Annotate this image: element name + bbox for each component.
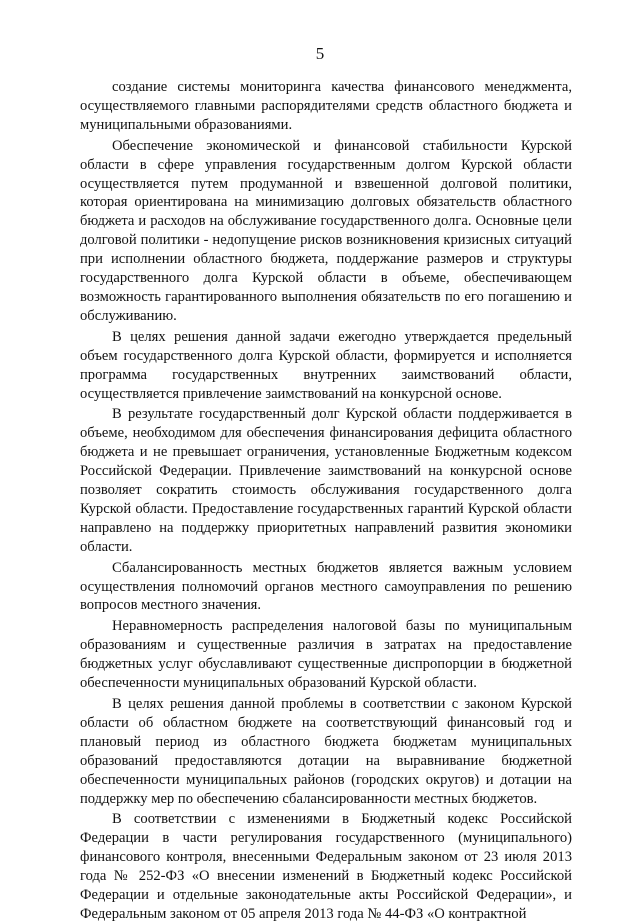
document-body — [80, 78, 572, 924]
paragraph: Обеспечение экономической и финансовой стабильности Курской области в сфере управления государственным долгом Курской области осуществляется путем продуманной и взвешенной долговой политики, которая ориентирована на минимизацию долговых обязательств областного бюджета и расходов на обслуживание государственного долга. Основные цели долговой политики - недопущение рисков возникновения кризисных ситуаций при исполнении областного бюджета, поддержание размеров и структуры государственного долга Курской области в объеме, обеспечивающем возможность гарантированного выполнения обязательств по его погашению и обслуживанию. — [80, 137, 572, 324]
paragraph: В соответствии с изменениями в Бюджетный кодекс Российской Федерации в части регулирования государственного (муниципального) финансового контроля, внесенными Федеральным законом от 23 июля 2013 года № 252-ФЗ «О внесении изменений в Бюджетный кодекс Российской Федерации и отдельные законодательные акты Российской Федерации», и Федеральным законом от 05 апреля 2013 года № 44-ФЗ «О контрактной — [80, 811, 572, 922]
paragraph: В результате государственный долг Курской области поддерживается в объеме, необходимом для обеспечения финансирования дефицита областного бюджета и не превышает ограничения, установленные Бюджетным кодексом Российской Федерации. Привлечение заимствований на конкурсной основе позволяет сократить стоимость обслуживания государственного долга Курской области. Предоставление государственных гарантий Курской области направлено на поддержку приоритетных направлений развития экономики области. — [80, 406, 572, 555]
paragraph: Сбалансированность местных бюджетов является важным условием осуществления полномочий органов местного самоуправления по решению вопросов местного значения. — [80, 559, 572, 614]
page-number: 5 — [315, 44, 325, 63]
paragraph: создание системы мониторинга качества финансового менеджмента, осуществляемого главными распорядителями средств областного бюджета и муниципальными образованиями. — [80, 79, 572, 133]
paragraph: В целях решения данной проблемы в соответствии с законом Курской области об областном бюджете на соответствующий финансовый год и плановый период из областного бюджета бюджетам муниципальных образований предоставляются дотации на выравнивание бюджетной обеспеченности муниципальных районов (городских округов) и дотации на поддержку мер по обеспечению сбалансированности местных бюджетов. — [80, 696, 572, 807]
paragraph: В целях решения данной задачи ежегодно утверждается предельный объем государственного долга Курской области, формируется и исполняется программа государственных внутренних заимствований области, осуществляется привлечение заимствований на конкурсной основе. — [80, 328, 572, 402]
paragraph: Неравномерность распределения налоговой базы по муниципальным образованиям и существенные различия в затратах на предоставление бюджетных услуг обуславливают существенные диспропорции в бюджетной обеспеченности муниципальных образований Курской области. — [80, 618, 572, 692]
